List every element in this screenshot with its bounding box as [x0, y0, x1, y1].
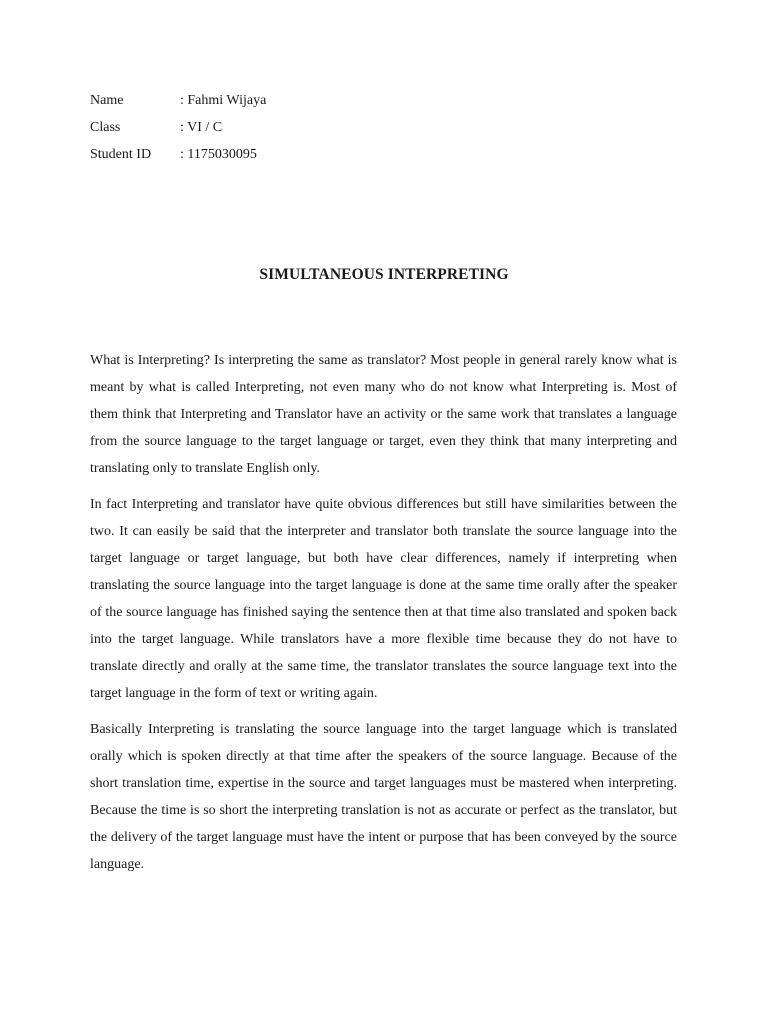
student-id-label: Student ID [90, 147, 152, 162]
class-row [90, 119, 266, 146]
paragraph: Basically Interpreting is translating the source language into the target language which is translated orally which is spoken directly at that time after the speakers of the source language. Because of the short translation time, expertise in the source and target languages must be mastered when interpreting. Because the time is so short the interpreting translation is not as accurate or perfect as the translator, but the delivery of the target language must have the intent or purpose that has been conveyed by the source language. [90, 722, 677, 872]
student-info [90, 92, 266, 173]
document-title: SIMULTANEOUS INTERPRETING [259, 266, 509, 283]
student-id-row [90, 146, 266, 173]
name-value: : Fahmi Wijaya [180, 93, 267, 108]
paragraph: In fact Interpreting and translator have quite obvious differences but still have similarities between the two. It can easily be said that the interpreter and translator both translate the source language into the target language or target language, but both have clear differences, namely if interpreting when translating the source language into the target language is done at the same time orally after the speaker of the source language has finished saying the sentence then at that time also translated and spoken back into the target language. While translators have a more flexible time because they do not have to translate directly and orally at the same time, the translator translates the source language text into the target language in the form of text or writing again. [90, 497, 677, 701]
name-row [90, 92, 266, 119]
student-id-value: : 1175030095 [180, 147, 257, 162]
class-label: Class [90, 120, 121, 135]
class-value: : VI / C [180, 120, 223, 135]
document-body [90, 347, 677, 887]
paragraph: What is Interpreting? Is interpreting the same as translator? Most people in general rarely know what is meant by what is called Interpreting, not even many who do not know what Interpreting is. Most of them think that Interpreting and Translator have an activity or the same work that translates a language from the source language to the target language or target, even they think that many interpreting and translating only to translate English only. [90, 353, 677, 476]
name-label: Name [90, 93, 124, 108]
